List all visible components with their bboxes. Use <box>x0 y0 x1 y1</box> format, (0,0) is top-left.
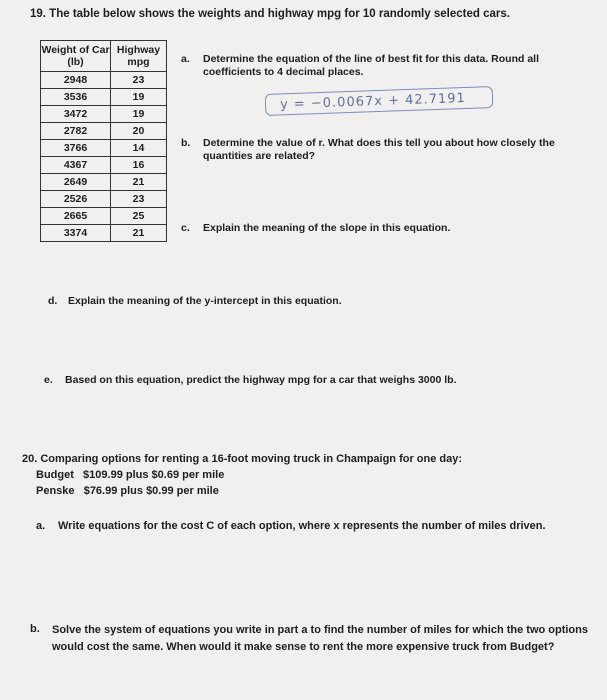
budget-option: Budget $109.99 plus $0.69 per mile <box>36 469 225 481</box>
mpg-cell: 23 <box>111 191 167 208</box>
weight-cell: 2782 <box>41 123 111 140</box>
table-row <box>41 191 167 208</box>
weight-cell: 2526 <box>41 191 111 208</box>
weight-cell: 3536 <box>41 89 111 106</box>
part-20b-text: Solve the system of equations you write in part a to find the number of miles for which the two options would cost the same. When would it make sense to rent the more expensive truck from Budget? <box>52 624 588 653</box>
part-19c-text: Explain the meaning of the slope in this equation. <box>203 222 451 234</box>
part-19a-label: a. <box>181 53 190 65</box>
table-row <box>41 225 167 242</box>
part-19b-text: Determine the value of r. What does this tell you about how closely the quantities are related? <box>203 137 555 163</box>
part-19e-text: Based on this equation, predict the highway mpg for a car that weighs 3000 lb. <box>65 374 457 386</box>
part-19d-label: d. <box>48 295 58 307</box>
mpg-cell: 16 <box>111 157 167 174</box>
weight-cell: 2665 <box>41 208 111 225</box>
weight-mpg-table <box>40 40 167 242</box>
mpg-cell: 20 <box>111 123 167 140</box>
mpg-cell: 19 <box>111 106 167 123</box>
table-row <box>41 157 167 174</box>
question-19-title: 19. The table below shows the weights and highway mpg for 10 randomly selected cars. <box>30 8 510 20</box>
table-row <box>41 106 167 123</box>
part-19d-text: Explain the meaning of the y-intercept in this equation. <box>68 295 342 307</box>
mpg-cell: 23 <box>111 72 167 89</box>
mpg-cell: 25 <box>111 208 167 225</box>
mpg-cell: 19 <box>111 89 167 106</box>
handwritten-answer: y = −0.0067x + 42.7191 <box>265 86 494 116</box>
part-20b-label: b. <box>30 623 40 635</box>
weight-cell: 3472 <box>41 106 111 123</box>
table-row <box>41 123 167 140</box>
part-19a-text: Determine the equation of the line of best fit for this data. Round all coefficients to 4 decimal places. <box>203 53 540 79</box>
table-row <box>41 140 167 157</box>
part-20a-label: a. <box>36 520 46 532</box>
part-19c-label: c. <box>181 222 190 234</box>
part-19b-label: b. <box>181 137 191 149</box>
table-header-row <box>41 41 167 72</box>
part-19e-label: e. <box>44 374 53 386</box>
weight-cell: 4367 <box>41 157 111 174</box>
part-20a-text: Write equations for the cost C of each option, where x represents the number of miles driven. <box>58 520 546 532</box>
mpg-cell: 21 <box>111 174 167 191</box>
weight-cell: 2649 <box>41 174 111 191</box>
weight-cell: 2948 <box>41 72 111 89</box>
weight-cell: 3374 <box>41 225 111 242</box>
table-row <box>41 89 167 106</box>
weight-cell: 3766 <box>41 140 111 157</box>
table-row <box>41 208 167 225</box>
table-row <box>41 72 167 89</box>
table-row <box>41 174 167 191</box>
question-20-title: 20. Comparing options for renting a 16-foot moving truck in Champaign for one day: <box>22 453 463 465</box>
mpg-column-header: Highway mpg <box>111 41 167 72</box>
mpg-cell: 14 <box>111 140 167 157</box>
mpg-cell: 21 <box>111 225 167 242</box>
weight-column-header: Weight of Car (lb) <box>41 41 111 72</box>
penske-option: Penske $76.99 plus $0.99 per mile <box>36 485 219 497</box>
